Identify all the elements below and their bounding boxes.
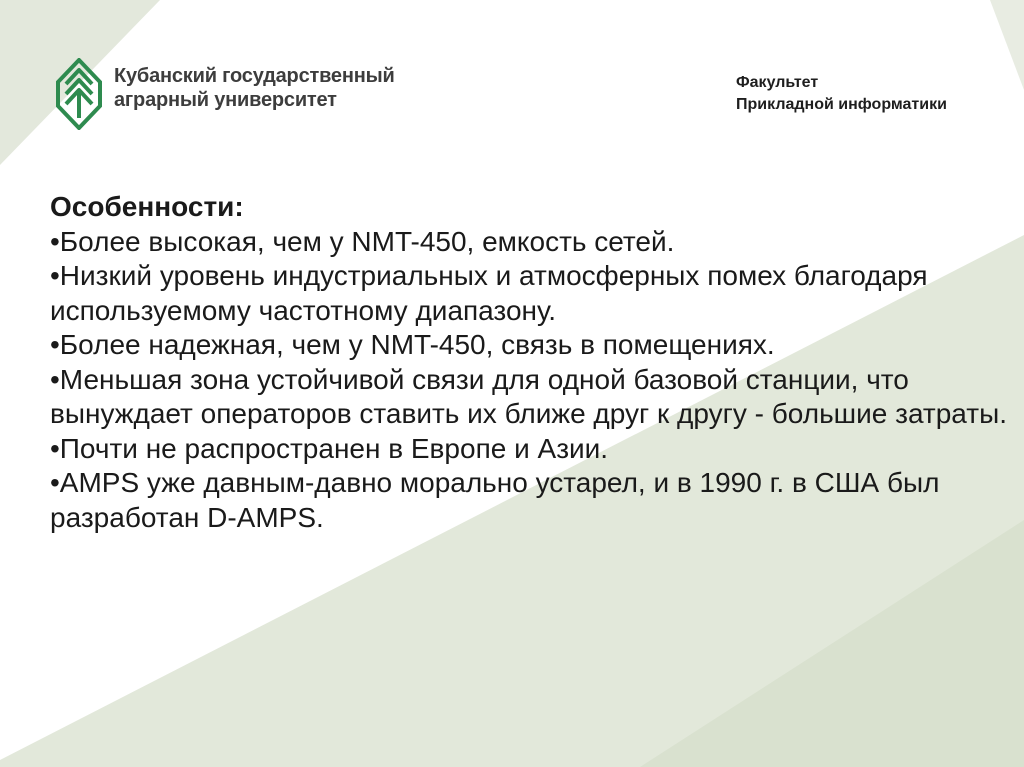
university-name [114,64,395,112]
bullet-item: •AMPS уже давным-давно морально устарел, и в 1990 г. в США был разработан D-AMPS. [50,467,940,533]
bullet-item: •Более надежная, чем у NMT-450, связь в помещениях. [50,329,775,360]
bullet-item: •Почти не распространен в Европе и Азии. [50,432,609,464]
university-name-line1: Кубанский государственный [114,65,395,87]
bullet-item: •Более высокая, чем у NMT-450, емкость сетей. [50,225,675,257]
bullet-item: •Низкий уровень индустриальных и атмосферных помех благодаря используемому частотному диапазону. [50,260,928,326]
slide-heading: Особенности: [50,191,244,222]
faculty-name-line1: Факультет [736,74,819,91]
university-name-line2: аграрный университет [114,89,337,111]
faculty-name-line2: Прикладной информатики [736,96,947,113]
bullet-item: •Меньшая зона устойчивой связи для одной базовой станции, что вынуждает операторов ставить их ближе друг к другу - большие затраты. [50,363,1007,429]
bullet-list [50,225,1010,536]
university-logo-icon [56,58,102,130]
slide-content [50,190,1010,535]
faculty-name [736,72,947,116]
